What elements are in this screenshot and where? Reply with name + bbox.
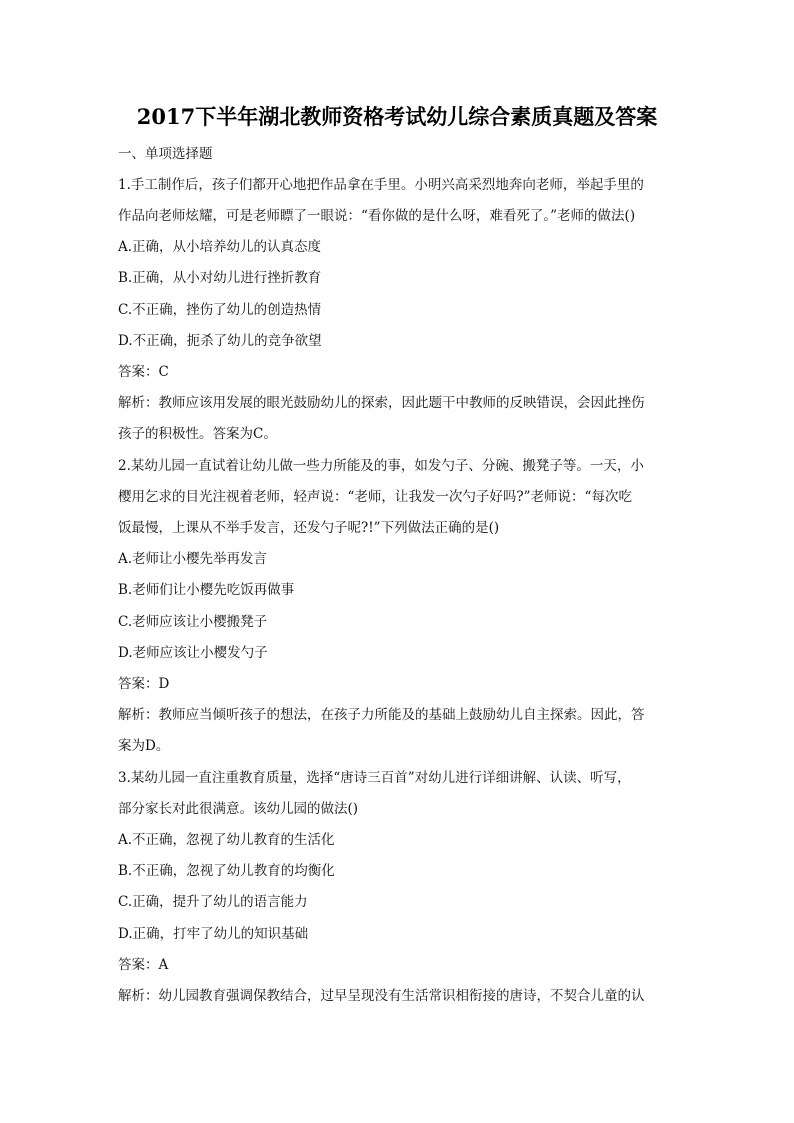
answer-line: 答案：A — [118, 957, 169, 973]
answer-line: 答案：D — [118, 676, 170, 692]
text-line: 1.手工制作后，孩子们都开心地把作品拿在手里。小明兴高采烈地奔向老师，举起手里的 — [118, 177, 644, 193]
option-line: A.老师让小樱先举再发言 — [118, 551, 268, 567]
text-line: 樱用乞求的目光注视着老师，轻声说：“老师，让我发一次勺子好吗?”老师说：“每次吃 — [118, 489, 632, 505]
option-line: B.老师们让小樱先吃饭再做事 — [118, 582, 295, 598]
option-line: A.不正确，忽视了幼儿教育的生活化 — [118, 832, 335, 848]
explanation-line: 案为D。 — [118, 738, 170, 754]
option-line: B.不正确，忽视了幼儿教育的均衡化 — [118, 863, 335, 879]
text-line: 3.某幼儿园一直注重教育质量，选择“唐诗三百首”对幼儿进行详细讲解、认读、听写， — [118, 770, 631, 786]
text-line: 部分家长对此很满意。该幼儿园的做法() — [118, 801, 359, 817]
explanation-line: 解析：教师应该用发展的眼光鼓励幼儿的探索，因此题干中教师的反映错误，会因此挫伤 — [118, 395, 645, 411]
option-line: C.不正确，挫伤了幼儿的创造热情 — [118, 302, 322, 318]
option-line: A.正确，从小培养幼儿的认真态度 — [118, 239, 322, 255]
explanation-line: 孩子的积极性。答案为C。 — [118, 426, 277, 442]
option-line: C.正确，提升了幼儿的语言能力 — [118, 894, 308, 910]
option-line: D.正确，打牢了幼儿的知识基础 — [118, 926, 309, 942]
document-title: 2017下半年湖北教师资格考试幼儿综合素质真题及答案 — [136, 104, 658, 129]
text-line: 2.某幼儿园一直试着让幼儿做一些力所能及的事，如发勺子、分碗、搬凳子等。一天，小 — [118, 458, 644, 474]
option-line: D.老师应该让小樱发勺子 — [118, 645, 268, 661]
explanation-line: 解析：教师应当倾听孩子的想法，在孩子力所能及的基础上鼓励幼儿自主探索。因此，答 — [118, 707, 645, 723]
text-line: 作品向老师炫耀，可是老师瞟了一眼说：“看你做的是什么呀，难看死了。”老师的做法() — [118, 208, 636, 224]
option-line: B.正确，从小对幼儿进行挫折教育 — [118, 270, 322, 286]
option-line: C.老师应该让小樱搬凳子 — [118, 614, 268, 630]
option-line: D.不正确，扼杀了幼儿的竞争欲望 — [118, 333, 322, 349]
answer-line: 答案：C — [118, 364, 169, 380]
text-line: 饭最慢，上课从不举手发言，还发勺子呢?!”下列做法正确的是() — [118, 520, 500, 536]
explanation-line: 解析：幼儿园教育强调保教结合，过早呈现没有生活常识相衔接的唐诗，不契合儿童的认 — [118, 988, 645, 1004]
section-heading: 一、单项选择题 — [118, 146, 213, 162]
